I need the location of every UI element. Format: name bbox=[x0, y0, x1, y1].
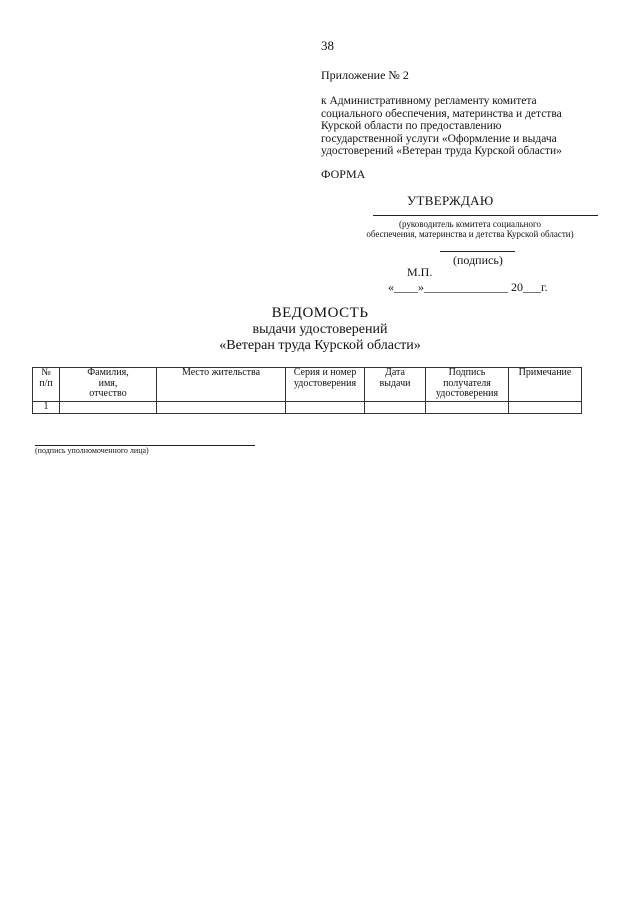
page-number: 38 bbox=[321, 38, 334, 53]
appendix-line: государственной услуги «Оформление и выдача bbox=[321, 132, 557, 145]
table-row bbox=[33, 402, 582, 414]
approver-line bbox=[373, 215, 598, 216]
authorized-signature-caption: (подпись уполномоченного лица) bbox=[35, 446, 149, 455]
table-cell bbox=[157, 402, 286, 414]
table-header-row bbox=[33, 368, 582, 402]
table-cell: 1 bbox=[33, 402, 60, 414]
signature-line bbox=[440, 251, 515, 252]
document-title: ВЕДОМОСТЬ bbox=[271, 305, 369, 321]
approval-date: «____»______________ 20___г. bbox=[388, 280, 548, 294]
appendix-description bbox=[321, 95, 591, 158]
appendix-line: Курской области по предоставлению bbox=[321, 120, 502, 132]
column-header-number: № п/п bbox=[33, 368, 60, 402]
approver-caption-line: (руководитель комитета социального bbox=[399, 219, 541, 229]
table-cell bbox=[60, 402, 157, 414]
signature-caption: (подпись) bbox=[453, 253, 503, 267]
document-subtitle-name: «Ветеран труда Курской области» bbox=[219, 338, 421, 353]
column-header-note: Примечание bbox=[509, 368, 582, 402]
table-cell bbox=[365, 402, 426, 414]
stamp-label: М.П. bbox=[407, 265, 433, 279]
column-header-certificate-number: Серия и номер удостоверения bbox=[286, 368, 365, 402]
table-cell bbox=[509, 402, 582, 414]
appendix-line: социального обеспечения, материнства и детства bbox=[321, 107, 562, 120]
form-label: ФОРМА bbox=[321, 167, 366, 181]
document-subtitle: выдачи удостоверений bbox=[252, 322, 388, 337]
approver-caption-line: обеспечения, материнства и детства Курской области) bbox=[366, 229, 574, 239]
column-header-residence: Место жительства bbox=[157, 368, 286, 402]
table-cell bbox=[426, 402, 509, 414]
approver-caption bbox=[340, 219, 600, 239]
register-table bbox=[32, 367, 582, 414]
appendix-title: Приложение № 2 bbox=[321, 68, 409, 82]
column-header-recipient-signature: Подпись получателя удостоверения bbox=[426, 368, 509, 402]
appendix-line: удостоверений «Ветеран труда Курской области» bbox=[321, 145, 562, 157]
table-cell bbox=[286, 402, 365, 414]
approval-header: УТВЕРЖДАЮ bbox=[407, 193, 494, 208]
column-header-full-name: Фамилия, имя, отчество bbox=[60, 368, 157, 402]
appendix-line: к Административному регламенту комитета bbox=[321, 95, 537, 107]
column-header-issue-date: Дата выдачи bbox=[365, 368, 426, 402]
